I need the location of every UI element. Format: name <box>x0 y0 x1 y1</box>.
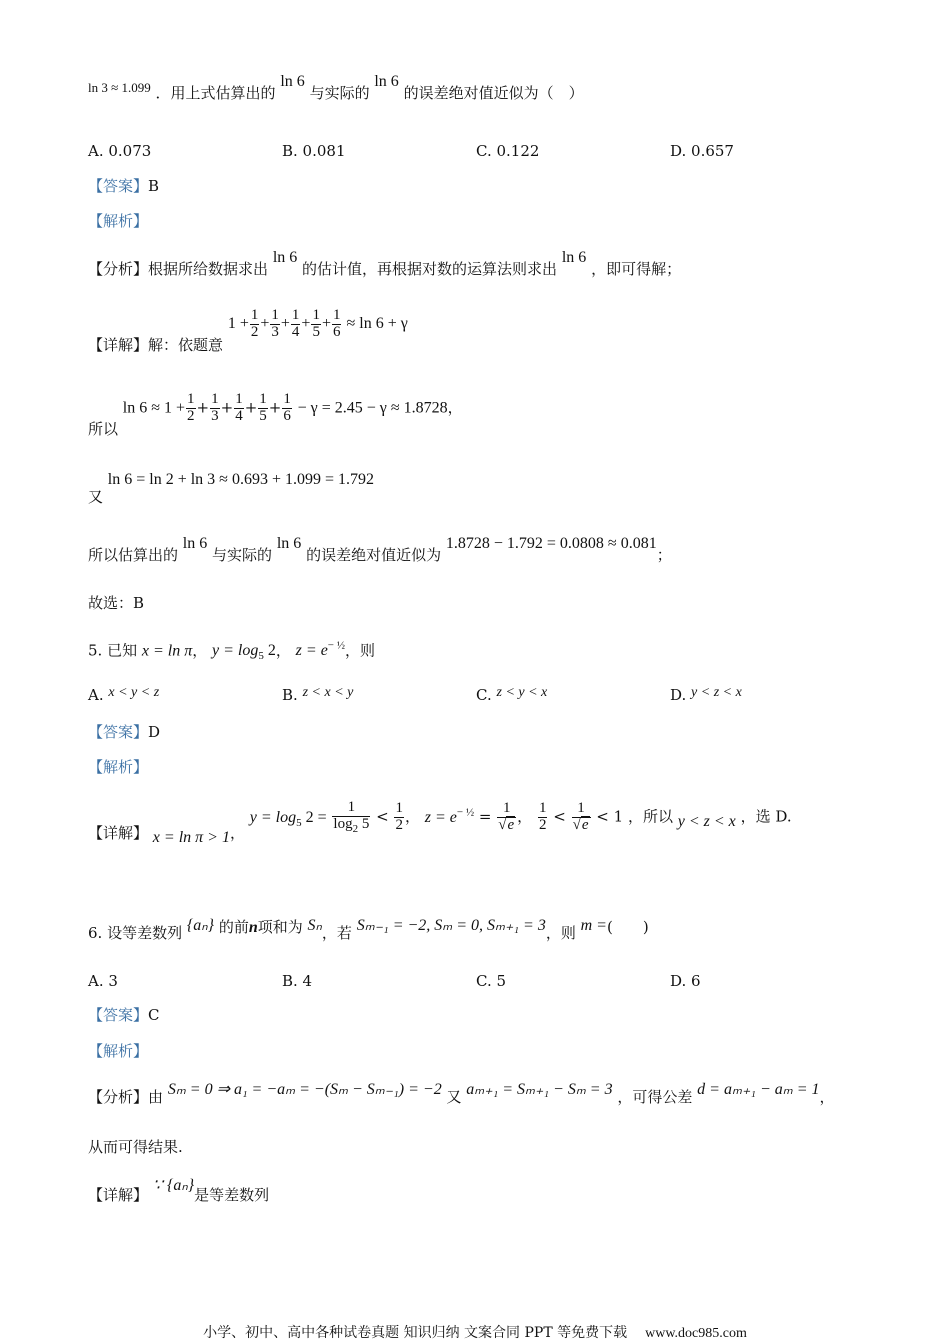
comma: ， <box>447 398 463 417</box>
common-difference: d = aₘ₊₁ − aₘ = 1 <box>697 1081 820 1098</box>
error-formula: 1.8728 − 1.792 = 0.0808 ≈ 0.081 <box>445 535 657 552</box>
frac-1-2: $\frac{1}{2}$ <box>250 307 259 340</box>
frac-1-6: $\frac{1}{6}$ <box>332 307 341 340</box>
option-a: A. x < y < z <box>88 685 160 704</box>
answer-tag: 【答案】 <box>88 177 149 195</box>
detail-tag: 【详解】 <box>88 335 149 354</box>
detail-tag: 【详解】 <box>88 1186 149 1204</box>
q4-detail-3 <box>88 470 375 506</box>
ln6-formula: ln 6 <box>272 249 298 266</box>
answer-line <box>88 1006 160 1024</box>
detail-text: ，所以 <box>627 807 673 826</box>
y-def: $y = \log_5 2$ <box>212 642 276 663</box>
analysis-tag: 【解析】 <box>88 212 149 230</box>
sep: ， <box>275 641 291 660</box>
ln6-formula: ln 6 <box>561 249 587 266</box>
q5-stem <box>88 640 375 664</box>
ln3-value: ln 3 ≈ 1.099 <box>88 80 151 95</box>
ln6-exact: ln 6 = ln 2 + ln 3 ≈ 0.693 + 1.099 = 1.792 <box>107 471 375 488</box>
approx-rhs: − γ = 2.45 − γ ≈ 1.8728 <box>297 399 448 417</box>
sep: ， <box>404 807 420 826</box>
q4-text-1: ．用上式估算出的 <box>155 84 276 102</box>
m-var: m = <box>580 917 607 934</box>
q6-text-2: 的前 <box>218 918 249 936</box>
frac-1-log2-5: $\frac{1}{\log_2 5}$ <box>333 799 370 835</box>
frac-1-2: $\frac{1}{2}$ <box>395 800 403 834</box>
sep: ， <box>517 807 533 826</box>
answer-value: B <box>148 177 160 195</box>
frac-1-5: $\frac{1}{5}$ <box>259 391 267 424</box>
sep: ， <box>192 641 208 660</box>
fenxi-text-2: 的估计值，再根据对数的运算法则求出 <box>302 260 558 278</box>
frac-1-3: $\frac{1}{3}$ <box>271 307 279 340</box>
sn-var: Sₙ <box>307 917 322 934</box>
frac-1-sqrt-e: $\frac{1}{√e}$ <box>498 800 515 834</box>
q6-text-3: 项和为 <box>257 918 303 936</box>
lt-sign: < <box>376 807 389 826</box>
x-gt-1: x = ln π > 1 <box>152 828 230 846</box>
q4-text-2: 与实际的 <box>309 84 370 102</box>
detail-text-4: 所以估算出的 <box>88 546 179 564</box>
fenxi-text-2: 又 <box>446 1088 462 1106</box>
fenxi-text-1: 由 <box>148 1088 164 1106</box>
detail-tag: 【详解】 <box>88 823 149 842</box>
comma: ， <box>819 1088 835 1106</box>
ln6-formula: ln 6 <box>276 535 302 552</box>
q5-number: 5. 已知 <box>88 641 138 660</box>
footer-text: 小学、初中、高中各种试卷真题 知识归纳 文案合同 PPT 等免费下载 <box>203 1325 628 1341</box>
answer-value: C <box>148 1006 160 1024</box>
eq-sign: = <box>478 807 492 826</box>
detail-text: ，选 D. <box>740 807 792 826</box>
q4-detail-2: 所以 ln 6 ≈ 1 + $\frac{1}{2}$ + $\frac{1}{3}$ + $\frac{1}{4}$ + $\frac{1}{5}$ + $\frac{1}{6}$ − γ = 2.45 − γ ≈ 1.8728， <box>88 391 463 439</box>
sep: ，则 <box>345 641 376 660</box>
answer-value: D <box>148 723 161 741</box>
y-log: $y = \log_5 2$ = <box>249 808 327 829</box>
suoyi-text: 所以 <box>88 420 119 439</box>
option-a: A. 3 <box>88 972 118 990</box>
answer-tag: 【答案】 <box>88 1006 149 1024</box>
option-a: A. 0.073 <box>88 142 152 160</box>
q4-detail-4 <box>88 535 672 565</box>
q4-detail-1 <box>88 307 408 354</box>
sum-rhs: ≈ ln 6 + γ <box>346 314 408 332</box>
sum-conditions: Sₘ₋₁ = −2, Sₘ = 0, Sₘ₊₁ = 3 <box>356 917 546 934</box>
page-footer <box>0 1322 950 1342</box>
lt-one: < 1 <box>596 807 624 826</box>
fenxi-text-3: ，可得公差 <box>617 1088 693 1106</box>
answer-line <box>88 723 160 741</box>
order-result: y < z < x <box>677 812 736 830</box>
frac-1-sqrt-e: $\frac{1}{√e}$ <box>572 800 589 834</box>
ln6-formula: ln 6 <box>374 73 399 90</box>
frac-1-2: $\frac{1}{2}$ <box>187 391 195 424</box>
q6-text-1: 6. 设等差数列 <box>88 924 183 942</box>
option-b: B. 4 <box>282 972 313 990</box>
frac-1-2: $\frac{1}{2}$ <box>538 800 547 834</box>
q6-text-4: ，若 <box>321 924 352 942</box>
answer-tag: 【答案】 <box>88 723 149 741</box>
x-def: x = ln π <box>141 642 193 660</box>
option-c: C. 5 <box>476 972 507 990</box>
q6-stem <box>88 917 649 942</box>
option-b: B. 0.081 <box>282 142 346 160</box>
option-d: D. y < z < x <box>670 685 742 704</box>
frac-1-3: $\frac{1}{3}$ <box>211 391 219 424</box>
fenxi-tag: 【分析】 <box>88 260 149 278</box>
q5-detail <box>88 799 792 846</box>
q6-fenxi <box>88 1080 835 1106</box>
fenxi-text-3: ，即可得解； <box>591 260 682 278</box>
q6-text-5: ，则 <box>545 924 576 942</box>
option-b: B. z < x < y <box>282 685 354 704</box>
fenxi-tag: 【分析】 <box>88 1088 149 1106</box>
semicolon: ； <box>656 546 672 564</box>
you-text: 又 <box>88 488 104 506</box>
detail-text: 是等差数列 <box>194 1186 270 1204</box>
fenxi-eq-2: aₘ₊₁ = Sₘ₊₁ − Sₘ = 3 <box>466 1081 613 1098</box>
lt-sign: < <box>553 807 566 826</box>
detail-text-6: 的误差绝对值近似为 <box>306 546 442 564</box>
footer-site-link[interactable]: www.doc985.com <box>645 1326 747 1341</box>
z-def: $z = e^{- \frac{1}{2}}$ <box>295 640 346 660</box>
frac-1-6: $\frac{1}{6}$ <box>283 391 291 424</box>
analysis-tag: 【解析】 <box>88 758 149 776</box>
option-c: C. z < y < x <box>476 685 548 704</box>
n-var: n <box>248 919 258 936</box>
q4-fenxi <box>88 249 682 279</box>
answer-paren: ( ) <box>606 918 649 936</box>
option-d: D. 0.657 <box>670 142 734 160</box>
choose-line: 故选：B <box>88 594 145 612</box>
frac-1-4: $\frac{1}{4}$ <box>291 307 300 340</box>
frac-1-4: $\frac{1}{4}$ <box>235 391 243 424</box>
q6-fenxi-2: 从而可得结果. <box>88 1138 183 1156</box>
option-c: C. 0.122 <box>476 142 540 160</box>
answer-line <box>88 177 159 195</box>
q4-stem-tail <box>88 73 584 103</box>
ln6-formula: ln 6 <box>182 535 208 552</box>
z-exp: $z = e^{- \frac{1}{2}}$ <box>424 806 475 826</box>
q4-text-3: 的误差绝对值近似为（ ） <box>403 84 584 102</box>
analysis-tag: 【解析】 <box>88 1042 149 1060</box>
ln6-formula: ln 6 <box>280 73 305 90</box>
harmonic-sum: 1 + $\frac{1}{2}$ + $\frac{1}{3}$ + $\frac{1}{4}$ + $\frac{1}{5}$ + $\frac{1}{6}$ <box>227 307 341 340</box>
option-d: D. 6 <box>670 972 701 990</box>
q6-detail <box>88 1176 270 1204</box>
detail-text-5: 与实际的 <box>212 546 273 564</box>
ln6-approx: ln 6 ≈ 1 + <box>122 399 186 417</box>
fenxi-text-1: 根据所给数据求出 <box>148 260 269 278</box>
sequence-an: {aₙ} <box>186 917 215 934</box>
frac-1-5: $\frac{1}{5}$ <box>312 307 320 340</box>
fenxi-eq-1: Sₘ = 0 ⇒ a₁ = −aₘ = −(Sₘ − Sₘ₋₁) = −2 <box>167 1081 442 1098</box>
because-an: ∵ {aₙ} <box>152 1177 195 1194</box>
sep: ， <box>229 823 245 842</box>
detail-text: 解：依题意 <box>148 335 224 354</box>
